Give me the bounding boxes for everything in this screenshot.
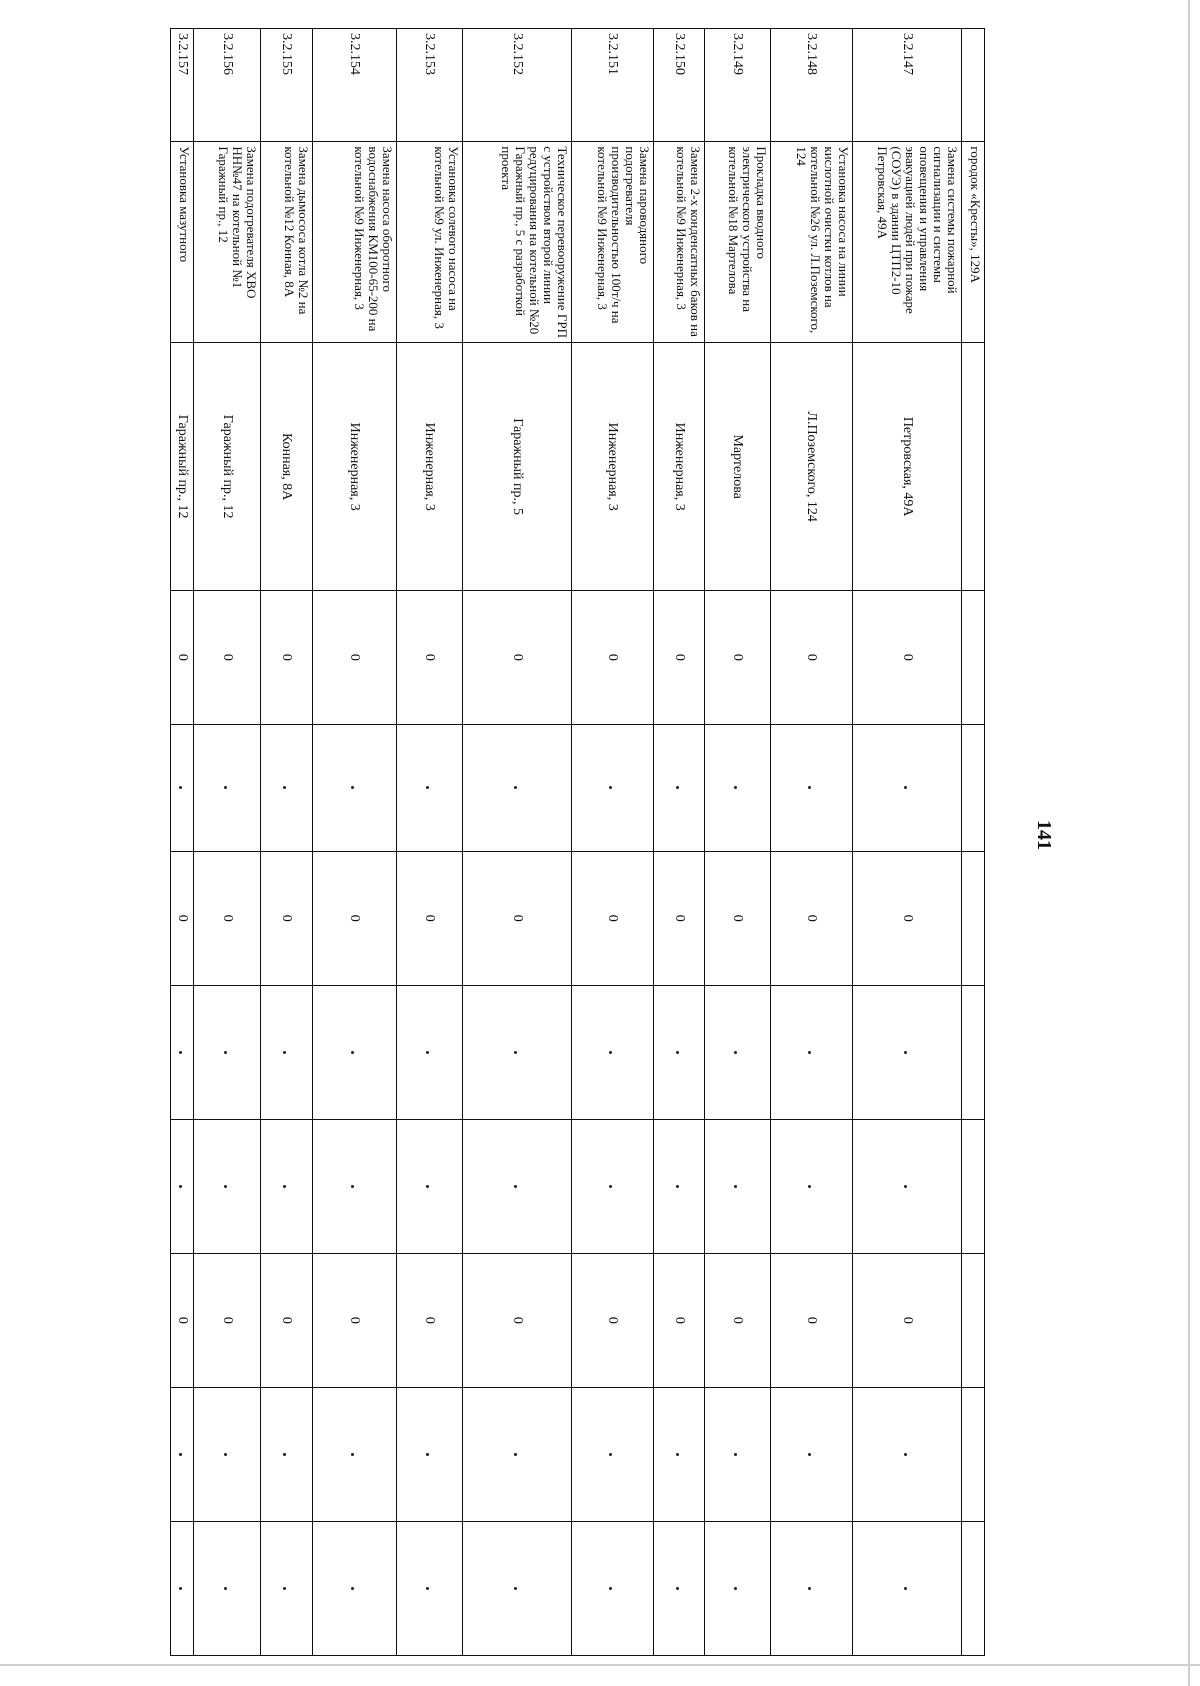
row-address: Инженерная, 3: [572, 343, 654, 590]
row-value: 0: [654, 1253, 705, 1387]
row-address: Гаражный пр., 5: [463, 343, 572, 590]
row-dash: [853, 1521, 962, 1655]
row-value: 0: [194, 1253, 261, 1387]
dash-mark: [904, 1185, 907, 1188]
row-dash: [397, 1119, 463, 1253]
row-dash: [463, 1387, 572, 1521]
table-row: [771, 29, 853, 1656]
dash-mark: [610, 1587, 613, 1590]
dash-mark: [352, 786, 355, 789]
header-row: [962, 29, 985, 1656]
row-description: Установка насоса на линии кислотной очистки котлов на котельной №26 ул. Л.Поземского, 124: [771, 142, 853, 343]
row-dash: [261, 1387, 313, 1521]
row-dash: [313, 1521, 397, 1655]
row-dash: [313, 1119, 397, 1253]
row-value: 0: [853, 851, 962, 985]
dash-mark: [224, 1587, 227, 1590]
dash-mark: [809, 1051, 812, 1054]
dash-mark: [179, 1051, 182, 1054]
row-dash: [194, 1521, 261, 1655]
table-row: [463, 29, 572, 1656]
row-dash: [463, 1119, 572, 1253]
header-cell: [962, 851, 985, 985]
row-dash: [771, 985, 853, 1119]
row-dash: [397, 985, 463, 1119]
row-dash: [397, 1521, 463, 1655]
row-dash: [171, 1521, 194, 1655]
row-value: 0: [397, 590, 463, 724]
row-dash: [705, 985, 771, 1119]
row-dash: [654, 1521, 705, 1655]
row-address: Инженерная, 3: [654, 343, 705, 590]
dash-mark: [224, 786, 227, 789]
row-dash: [853, 985, 962, 1119]
row-description: Замена 2-х конденсатных баков на котельной №9 Инженерная, 3: [654, 142, 705, 343]
row-address: Петровская, 49А: [853, 343, 962, 590]
row-value: 0: [194, 851, 261, 985]
dash-mark: [676, 1587, 679, 1590]
dash-mark: [179, 1185, 182, 1188]
row-number: 3.2.149: [705, 29, 771, 142]
dash-mark: [676, 1185, 679, 1188]
header-cell-empty: [962, 29, 985, 142]
dash-mark: [427, 786, 430, 789]
scan-edge-right: [1188, 0, 1190, 1686]
works-table: [170, 28, 985, 1656]
row-address: Гаражный пр., 12: [194, 343, 261, 590]
dash-mark: [224, 1453, 227, 1456]
rotated-table: [72, 28, 985, 1656]
row-dash: [397, 1387, 463, 1521]
table-row: [171, 29, 194, 1656]
table-row: [194, 29, 261, 1656]
row-address: Гаражный пр., 12: [171, 343, 194, 590]
row-value: 0: [463, 1253, 572, 1387]
row-description: Замена дымососа котла №2 на котельной №12 Конная, 8А: [261, 142, 313, 343]
row-value: 0: [261, 1253, 313, 1387]
dash-mark: [809, 1587, 812, 1590]
row-address: Инженерная, 3: [397, 343, 463, 590]
row-number: 3.2.147: [853, 29, 962, 142]
dash-mark: [610, 1185, 613, 1188]
dash-mark: [284, 1453, 287, 1456]
row-value: 0: [771, 851, 853, 985]
dash-mark: [610, 786, 613, 789]
row-dash: [194, 724, 261, 851]
header-cell: [962, 985, 985, 1119]
header-cell: [962, 1253, 985, 1387]
row-value: 0: [194, 590, 261, 724]
row-dash: [171, 1119, 194, 1253]
row-dash: [194, 1119, 261, 1253]
row-value: 0: [171, 851, 194, 985]
dash-mark: [735, 1051, 738, 1054]
row-address: Инженерная, 3: [313, 343, 397, 590]
row-address: Конная, 8А: [261, 343, 313, 590]
row-value: 0: [705, 590, 771, 724]
row-number: 3.2.153: [397, 29, 463, 142]
table-row: [654, 29, 705, 1656]
row-number: 3.2.150: [654, 29, 705, 142]
row-value: 0: [171, 1253, 194, 1387]
dash-mark: [676, 1453, 679, 1456]
row-number: 3.2.154: [313, 29, 397, 142]
dash-mark: [352, 1587, 355, 1590]
header-cell: [962, 1387, 985, 1521]
row-dash: [771, 1521, 853, 1655]
row-value: 0: [853, 1253, 962, 1387]
dash-mark: [514, 786, 517, 789]
row-dash: [705, 1119, 771, 1253]
row-dash: [654, 724, 705, 851]
table-row: [397, 29, 463, 1656]
dash-mark: [427, 1587, 430, 1590]
row-dash: [261, 1119, 313, 1253]
dash-mark: [904, 1453, 907, 1456]
page-number: 141: [1033, 820, 1055, 850]
dash-mark: [352, 1453, 355, 1456]
header-cell-text: городок «Кресты», 129А: [962, 142, 985, 343]
table-row: [572, 29, 654, 1656]
dash-mark: [284, 1587, 287, 1590]
row-dash: [171, 724, 194, 851]
dash-mark: [514, 1453, 517, 1456]
row-dash: [313, 985, 397, 1119]
row-number: 3.2.155: [261, 29, 313, 142]
dash-mark: [284, 1051, 287, 1054]
row-dash: [194, 985, 261, 1119]
row-dash: [261, 724, 313, 851]
row-dash: [397, 724, 463, 851]
row-description: Установка солевого насоса на котельной №9 ул. Инженерная, 3: [397, 142, 463, 343]
row-value: 0: [572, 1253, 654, 1387]
row-dash: [171, 1387, 194, 1521]
row-number: 3.2.148: [771, 29, 853, 142]
row-value: 0: [313, 590, 397, 724]
header-cell: [962, 343, 985, 590]
row-value: 0: [397, 851, 463, 985]
row-value: 0: [261, 851, 313, 985]
dash-mark: [514, 1051, 517, 1054]
dash-mark: [179, 1587, 182, 1590]
row-dash: [171, 985, 194, 1119]
dash-mark: [735, 1453, 738, 1456]
row-value: 0: [313, 851, 397, 985]
row-value: 0: [397, 1253, 463, 1387]
row-dash: [705, 1387, 771, 1521]
row-dash: [853, 1119, 962, 1253]
row-dash: [654, 1387, 705, 1521]
row-value: 0: [654, 851, 705, 985]
row-value: 0: [171, 590, 194, 724]
row-dash: [705, 1521, 771, 1655]
row-value: 0: [853, 590, 962, 724]
row-dash: [194, 1387, 261, 1521]
header-cell: [962, 1521, 985, 1655]
row-value: 0: [261, 590, 313, 724]
row-description: Установка мазутного: [171, 142, 194, 343]
dash-mark: [514, 1587, 517, 1590]
row-address: Мартелова: [705, 343, 771, 590]
row-dash: [463, 1521, 572, 1655]
row-dash: [771, 724, 853, 851]
dash-mark: [352, 1051, 355, 1054]
dash-mark: [224, 1051, 227, 1054]
row-dash: [463, 985, 572, 1119]
row-description: Прокладка вводного электрического устройства на котельной №18 Мартелова: [705, 142, 771, 343]
dash-mark: [809, 1453, 812, 1456]
dash-mark: [676, 786, 679, 789]
row-dash: [853, 724, 962, 851]
row-value: 0: [313, 1253, 397, 1387]
row-dash: [853, 1387, 962, 1521]
dash-mark: [904, 786, 907, 789]
dash-mark: [284, 1185, 287, 1188]
row-dash: [572, 1521, 654, 1655]
row-dash: [313, 1387, 397, 1521]
row-value: 0: [572, 851, 654, 985]
table-row: [261, 29, 313, 1656]
row-value: 0: [654, 590, 705, 724]
dash-mark: [224, 1185, 227, 1188]
row-description: Замена пароводяного подогревателя производительностью 100т/ч на котельной №9 Инженерная, 3: [572, 142, 654, 343]
row-description: Техническое перевооружение ГРП с устройством второй линии редуцирования на котельной №20 Гаражный пр., 5 с разработкой проекта: [463, 142, 572, 343]
dash-mark: [904, 1051, 907, 1054]
row-dash: [654, 1119, 705, 1253]
dash-mark: [904, 1587, 907, 1590]
row-dash: [654, 985, 705, 1119]
scan-edge-bottom: [0, 1664, 1200, 1666]
dash-mark: [284, 786, 287, 789]
row-number: 3.2.151: [572, 29, 654, 142]
table-row: [313, 29, 397, 1656]
dash-mark: [735, 1587, 738, 1590]
dash-mark: [735, 786, 738, 789]
row-value: 0: [463, 590, 572, 724]
row-value: 0: [771, 590, 853, 724]
row-description: Замена системы пожарной сигнализации и системы оповещения и управления эвакуацией людей при пожаре (СОУЭ) в здании ЦТП2-10 Петровская, 49А: [853, 142, 962, 343]
row-dash: [572, 1387, 654, 1521]
row-dash: [572, 985, 654, 1119]
dash-mark: [676, 1051, 679, 1054]
row-dash: [705, 724, 771, 851]
row-number: 3.2.156: [194, 29, 261, 142]
dash-mark: [179, 786, 182, 789]
row-dash: [261, 1521, 313, 1655]
dash-mark: [514, 1185, 517, 1188]
dash-mark: [427, 1453, 430, 1456]
row-number: 3.2.152: [463, 29, 572, 142]
dash-mark: [427, 1051, 430, 1054]
row-value: 0: [705, 851, 771, 985]
dash-mark: [610, 1453, 613, 1456]
row-dash: [463, 724, 572, 851]
dash-mark: [610, 1051, 613, 1054]
header-cell: [962, 724, 985, 851]
dash-mark: [352, 1185, 355, 1188]
dash-mark: [179, 1453, 182, 1456]
row-dash: [771, 1387, 853, 1521]
row-description: Замена подогревателя ХВО НН№47 на котельной №1 Гаражный пр., 12: [194, 142, 261, 343]
row-description: Замена насоса оборотного водоснабжения КМ100-65-200 на котельной №9 Инженерная, 3: [313, 142, 397, 343]
row-dash: [572, 724, 654, 851]
header-cell: [962, 1119, 985, 1253]
dash-mark: [809, 1185, 812, 1188]
row-dash: [261, 985, 313, 1119]
row-value: 0: [705, 1253, 771, 1387]
row-address: Л.Поземского, 124: [771, 343, 853, 590]
dash-mark: [809, 786, 812, 789]
row-dash: [313, 724, 397, 851]
row-dash: [572, 1119, 654, 1253]
header-cell: [962, 590, 985, 724]
row-value: 0: [463, 851, 572, 985]
dash-mark: [735, 1185, 738, 1188]
table-row: [705, 29, 771, 1656]
row-dash: [771, 1119, 853, 1253]
row-value: 0: [572, 590, 654, 724]
table-row: [853, 29, 962, 1656]
row-value: 0: [771, 1253, 853, 1387]
row-number: 3.2.157: [171, 29, 194, 142]
dash-mark: [427, 1185, 430, 1188]
